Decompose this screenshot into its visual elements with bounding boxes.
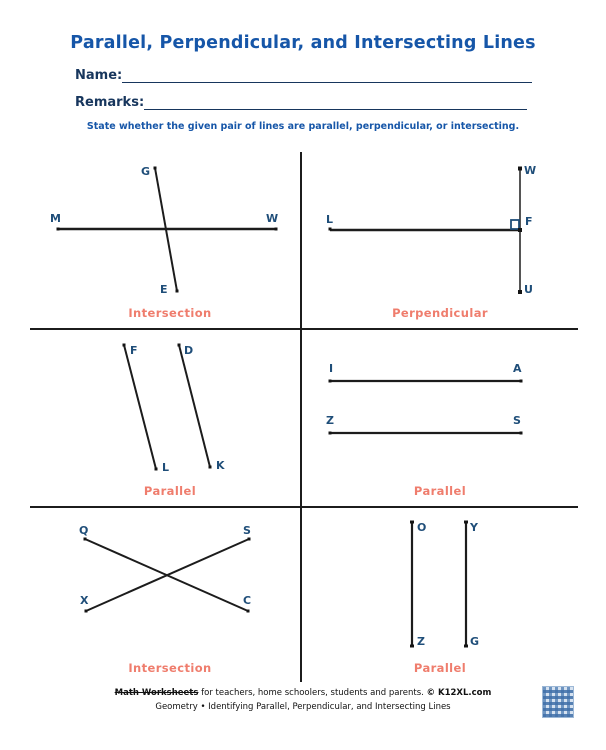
point-dot-I xyxy=(329,380,332,383)
point-label-S5: S xyxy=(243,524,251,537)
point-dot-G xyxy=(154,167,157,170)
point-dot-Z xyxy=(329,432,332,435)
page-title: Parallel, Perpendicular, and Intersecting Lines xyxy=(70,33,536,53)
footer-credit-text: for teachers, home schoolers, students and parents. xyxy=(198,688,427,698)
point-dot-L3 xyxy=(155,468,158,471)
point-dot-A xyxy=(520,380,523,383)
name-field-row xyxy=(75,68,532,83)
point-label-E: E xyxy=(160,283,168,296)
answer-problem-4: Parallel xyxy=(413,484,467,498)
diagram-intersecting-1 xyxy=(40,150,300,310)
point-label-W: W xyxy=(266,212,279,225)
answer-problem-6: Parallel xyxy=(413,661,467,675)
point-dot-Q xyxy=(84,538,87,541)
point-label-Y: Y xyxy=(470,521,478,534)
footer-copyright-text: © K12XL.com xyxy=(426,688,492,698)
point-label-L: L xyxy=(326,213,334,226)
point-dot-C xyxy=(247,610,250,613)
grid-divider-horizontal-2 xyxy=(30,506,578,508)
point-dot-U xyxy=(518,290,522,294)
diagram-parallel-slanted xyxy=(40,335,300,480)
point-dot-O xyxy=(410,521,414,524)
line-FL xyxy=(124,345,156,469)
name-blank-line xyxy=(122,68,532,83)
answer-problem-5: Intersection xyxy=(128,661,212,675)
grid-divider-horizontal-1 xyxy=(30,328,578,330)
point-dot-Z6 xyxy=(410,645,414,648)
point-label-G: G xyxy=(141,165,151,178)
point-dot-X xyxy=(85,610,88,613)
point-dot-G6 xyxy=(464,645,468,648)
remarks-label: Remarks: xyxy=(75,94,145,110)
diagram-intersecting-2 xyxy=(40,510,300,655)
footer-credit-line xyxy=(0,688,606,698)
point-dot-D xyxy=(178,344,181,347)
point-label-S: S xyxy=(513,414,521,427)
point-label-W2: W xyxy=(524,164,537,177)
point-label-U: U xyxy=(524,283,533,296)
instruction-text: State whether the given pair of lines are parallel, perpendicular, or intersecting. xyxy=(86,121,520,132)
answer-problem-2: Perpendicular xyxy=(392,306,488,320)
name-label: Name: xyxy=(75,67,123,83)
diagram-perpendicular xyxy=(305,150,575,310)
point-dot-W2 xyxy=(518,167,522,171)
point-label-Q: Q xyxy=(79,524,89,537)
footer-brand-text: Math Worksheets xyxy=(114,688,199,698)
point-label-A: A xyxy=(513,362,522,375)
point-dot-M xyxy=(57,228,60,231)
point-label-K: K xyxy=(216,459,225,472)
footer-topic-line: Geometry • Identifying Parallel, Perpendicular, and Intersecting Lines xyxy=(155,702,451,712)
point-label-G6: G xyxy=(470,635,480,648)
point-label-C: C xyxy=(243,594,252,607)
point-dot-K xyxy=(209,466,212,469)
point-label-L3: L xyxy=(162,461,170,474)
point-label-M: M xyxy=(50,212,61,225)
point-label-X: X xyxy=(80,594,89,607)
remarks-blank-line xyxy=(144,95,527,110)
right-angle-icon xyxy=(511,220,519,229)
answer-problem-3: Parallel xyxy=(143,484,197,498)
point-label-I: I xyxy=(329,362,334,375)
point-dot-F3 xyxy=(123,344,126,347)
point-dot-W xyxy=(275,228,278,231)
point-dot-F xyxy=(518,228,522,232)
point-dot-L xyxy=(329,228,332,231)
point-label-D: D xyxy=(184,344,194,357)
line-DK xyxy=(179,345,210,467)
point-label-Z: Z xyxy=(326,414,334,427)
point-label-F: F xyxy=(525,215,533,228)
point-dot-E xyxy=(176,290,179,293)
qr-code-icon xyxy=(543,687,573,717)
point-label-F3: F xyxy=(130,344,138,357)
grid-divider-vertical xyxy=(300,152,302,682)
point-label-Z6: Z xyxy=(417,635,425,648)
point-dot-Y xyxy=(464,521,468,524)
remarks-field-row xyxy=(75,95,527,110)
point-dot-S5 xyxy=(248,538,251,541)
point-dot-S xyxy=(520,432,523,435)
diagram-parallel-horizontal xyxy=(305,335,575,480)
answer-problem-1: Intersection xyxy=(128,306,212,320)
diagram-parallel-vertical xyxy=(305,510,575,655)
point-label-O: O xyxy=(417,521,427,534)
